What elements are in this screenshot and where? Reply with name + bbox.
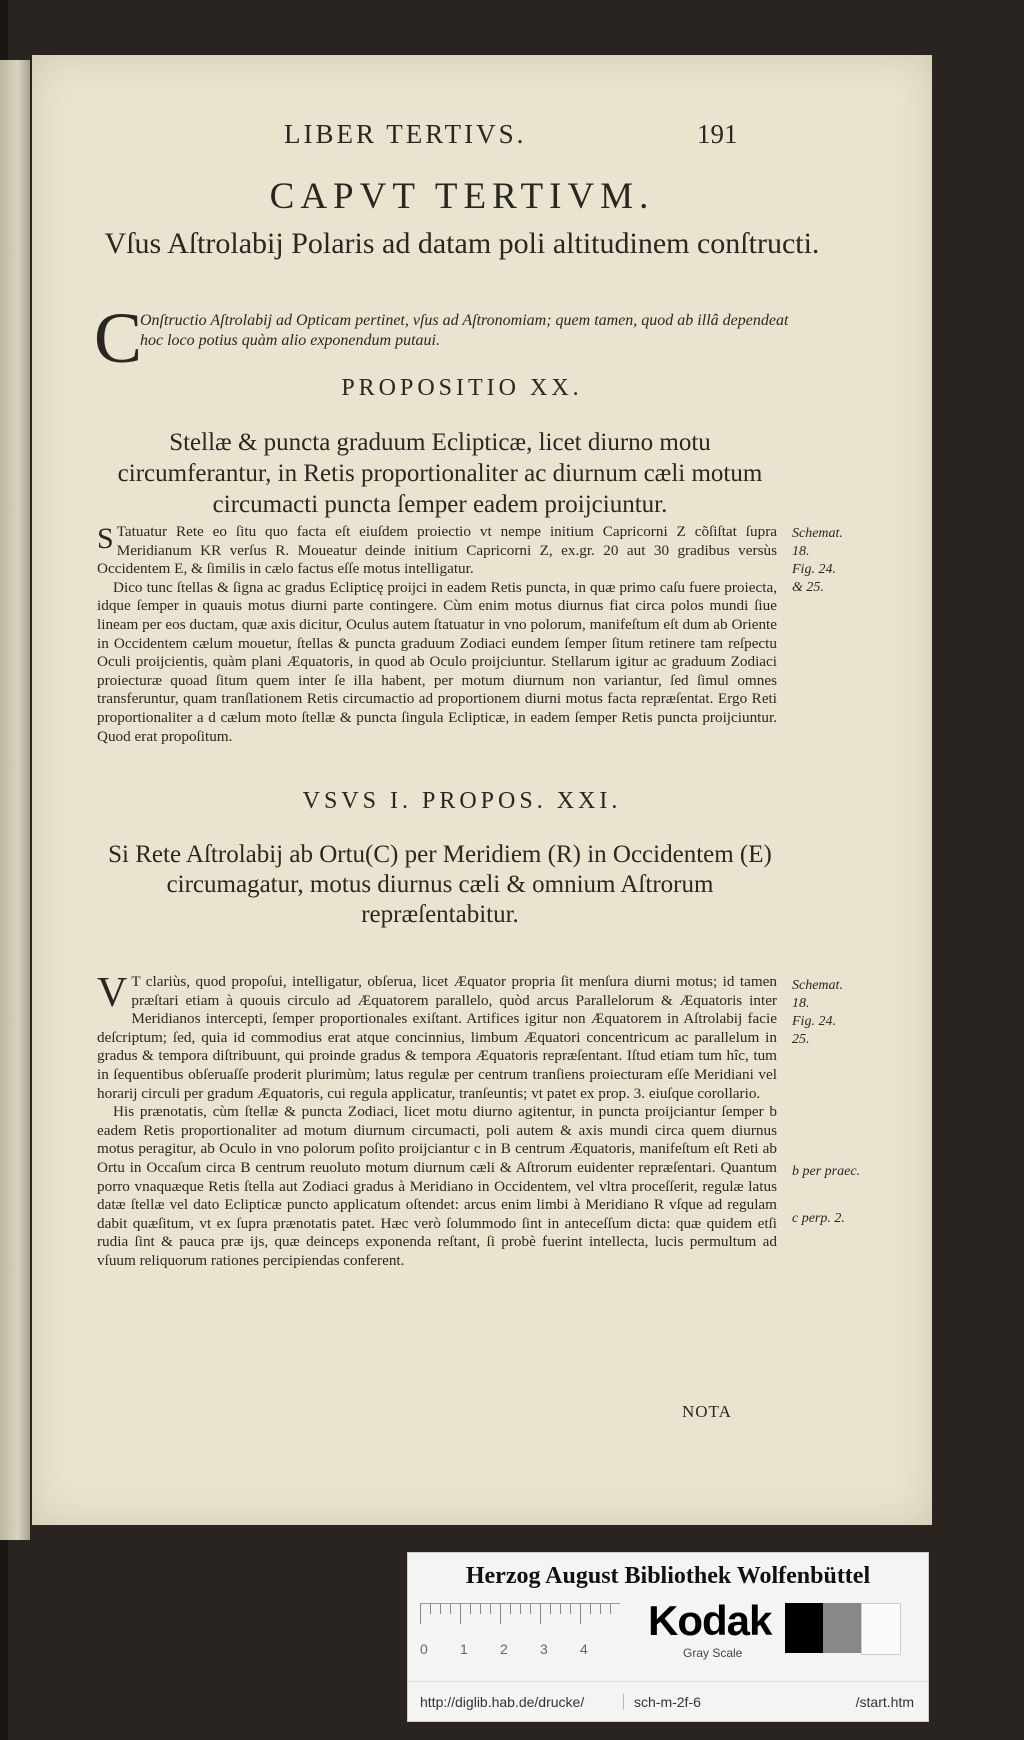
signature: sch-m-2f-6: [623, 1694, 701, 1710]
proposition-20-enunciation: Stellæ & puncta graduum Eclipticæ, licet diurno motu circumferantur, in Retis proportionaliter ac diurnum cæli motum circumacti puncta ſemper eadem proijciuntur.: [117, 429, 763, 518]
margin-notes-21: [792, 977, 843, 1049]
margin-note-b: b per praec.: [792, 1164, 861, 1179]
margin-note-c: c perp. 2.: [792, 1211, 845, 1226]
paragraph: [97, 523, 777, 579]
proposition-20-initial: S: [97, 522, 114, 555]
proposition-21-body: [97, 970, 777, 1271]
scale-number: 4: [580, 1641, 588, 1657]
kodak-logo: Kodak: [648, 1597, 772, 1644]
library-color-target: [407, 1552, 929, 1722]
page-number: 191: [697, 119, 738, 149]
proposition-21-initial: V: [97, 970, 128, 1016]
scale-number: 1: [460, 1641, 468, 1657]
intro-initial: C: [94, 298, 143, 378]
white-swatch: [861, 1603, 901, 1655]
scale-number: 0: [420, 1641, 428, 1657]
proposition-20-heading: PROPOSITIO XX.: [341, 375, 583, 401]
margin-notes-20: [792, 525, 843, 597]
proposition-21-heading: VSVS I. PROPOS. XXI.: [302, 788, 622, 814]
gray-swatch: [823, 1603, 861, 1653]
proposition-21-enunciation: Si Rete Aſtrolabij ab Ortu(C) per Meridiem (R) in Occidentem (E) circumagatur, motus diurnus cæli & omnium Aſtrorum repræſentabitur.: [108, 841, 772, 928]
scale-ruler: [420, 1603, 620, 1642]
paragraph: Dico tunc ſtellas & ſigna ac gradus Eclipticę proijci in eadem Retis puncta, in quæ primo caſu fuere proiecta, idque ſemper in quauis motus diurni parte contingere. Cùm enim motus diurnus fiat circa polos mundi ſiue lineam per eos ductam, quæ axis dicitur, Oculus autem ſtatuatur in vno polorum, manifeſtum eſt dum ab Oriente in Occidentem cælum mouetur, ſtellas & puncta graduum Zodiaci eundem ſemper ſitum retinere tam reſpectu Oculi proijcientis, quàm plani Æquatoris, in quod ab Oculo proijciuntur. Stellarum igitur ac graduum Zodiaci proiecturæ quoad ſitum quem inter ſe illa habent, per motum diurnum non variantur, ſed ſimul omnes transferuntur, quam tranſlationem Retis circumactio ad proportionem diurni motus facta repræſentat. Ergo Reti proportionaliter a d cælum moto ſtellæ & puncta ſingula Eclipticæ, in eadem ſemper Retis puncta proijciuntur. Quod erat propoſitum.: [97, 578, 777, 745]
facing-page-edge: [0, 60, 30, 1540]
chapter-title: Vſus Aſtrolabij Polaris ad datam poli altitudinem conſtructi.: [104, 227, 820, 260]
scale-number: 2: [500, 1641, 508, 1657]
paragraph-text: Tatuatur Rete eo ſitu quo facta eſt eiuſdem proiectio vt nempe initium Capricorni Z cõſiſtat ſupra Meridianum KR verſus R. Moueatur deinde initium Capricorni Z, ex.gr. 20 aut 30 gradibus versùs Occidentem E, & ſimilis in cælo factus eſſe motus intelligatur.: [97, 523, 777, 578]
margin-note: Schemat.: [792, 978, 843, 993]
catchword: NOTA: [682, 1402, 732, 1421]
margin-note: 18.: [792, 996, 810, 1011]
proposition-20-body: [97, 523, 777, 746]
margin-note: 18.: [792, 544, 810, 559]
running-title: LIBER TERTIVS.: [284, 119, 527, 149]
scale-number: 3: [540, 1641, 548, 1657]
url-base: http://diglib.hab.de/drucke/: [420, 1694, 585, 1710]
url-row: [408, 1681, 928, 1718]
black-swatch: [785, 1603, 823, 1653]
paragraph: His prænotatis, cùm ſtellæ & puncta Zodiaci, licet motu diurno agitentur, in puncta proijciantur ſemper b eadem Retis proportionaliter ad motum diurnum circumacti, poli autem & axis mundi circa quem diurnus motus peragitur, ab Oculo in vno polorum poſito proijciantur c in B centrum Æquatoris, manifeſtum eſt Reti ab Ortu in Occaſum circa B centrum reuoluto motum diurnum cæli & Aſtrorum euidenter repræſentari. Quantum porro vnaquæque Retis ſtella aut Zodiaci gradus à Meridiano in Occidentem, vel vltra proceſſerit, regulæ latus datæ ſtellæ vel dato Eclipticæ puncto applicatum oſtendet: arcus enim limbi à Meridiano R vſque ad regulam dabit quæſitum, vt ex ſupra prænotatis patet. Hæc verò ſolummodo ſint in anteceſſum dicta: quæ quidem etſi rudia ſint & pauca præ ijs, quæ deinceps exponenda reſtant, ſi probè fuerint intellecta, lucis permultum ad vſuum reliquorum rationes percipiendas conferent.: [97, 1103, 777, 1269]
margin-note: Schemat.: [792, 526, 843, 541]
gray-scale-label: Gray Scale: [683, 1646, 743, 1660]
library-name: Herzog August Bibliothek Wolfenbüttel: [465, 1563, 871, 1589]
paragraph: [97, 970, 777, 1103]
url-end: /start.htm: [855, 1694, 914, 1710]
chapter-heading: CAPVT TERTIVM.: [269, 176, 655, 217]
book-page: [32, 55, 932, 1525]
intro-text: Onſtructio Aſtrolabij ad Opticam pertinet, vſus ad Aſtronomiam; quem tamen, quod ab illâ dependeat hoc loco potius quàm alio exponendum putaui.: [140, 312, 789, 349]
margin-note: 25.: [792, 1032, 810, 1047]
paragraph-text: T clariùs, quod propoſui, intelligatur, obſerua, licet Æquator propria ſit menſura diurni motus; id tamen præſtari etiam à quouis circulo ad Æquatorem parallelo, quòd arcus Parallelorum & Æquatoris inter Meridianos intercepti, ſemper proportionales exiſtant. Artifices igitur non Æquatorem in Aſtrolabij facie deſcriptum; ſed, quia id commodius erat atque concinnius, limbum Æquatori concentricum ac parallelum in gradus & tempora diſtribuunt, qui proinde gradus & tempora Æquatoris repræſentant. Iſtud etiam tum hîc, tum in ſequentibus obſeruaſſe proderit plurimùm; latus regulæ per centrum tranſiens proiecturam eſſe Meridiani vel horarij circuli per gradum Æquatoris, cui regula applicatur, tranſeuntis; vt patet ex prop. 3. eiuſque corollario.: [97, 973, 777, 1102]
margin-note: Fig. 24.: [792, 1014, 836, 1029]
margin-note: & 25.: [792, 580, 824, 595]
margin-note: Fig. 24.: [792, 562, 836, 577]
